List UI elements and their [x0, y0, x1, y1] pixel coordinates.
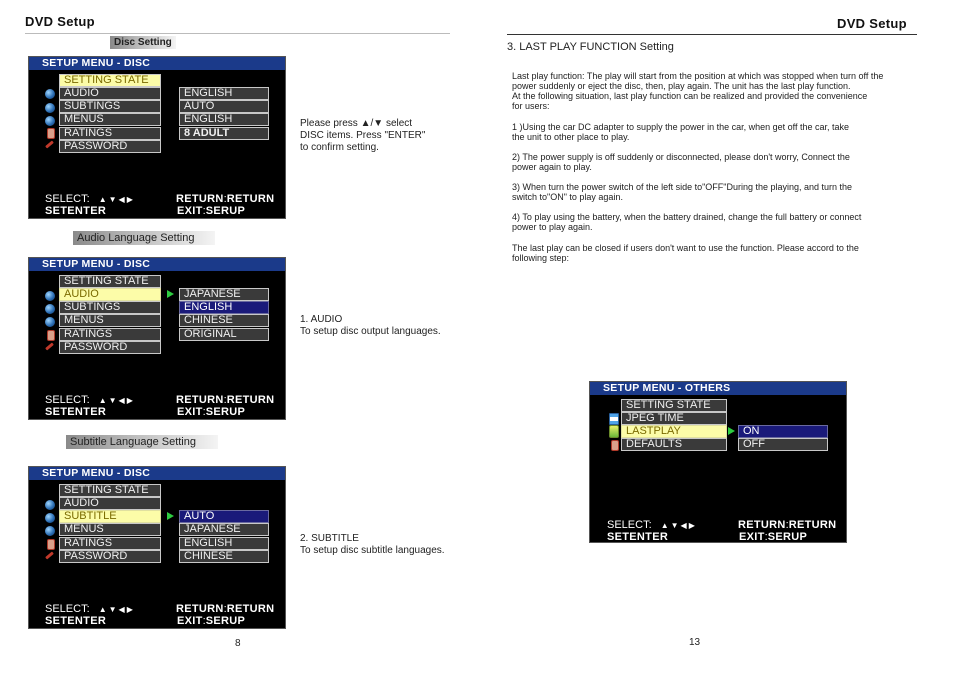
lock-icon	[47, 128, 55, 139]
arrow-keys-icon: ▲▼◀▶	[98, 195, 135, 204]
menu-item-audio[interactable]: AUDIO	[59, 288, 161, 301]
exit-key: EXIT	[739, 531, 765, 543]
lock-icon	[611, 440, 619, 451]
menu-value-original[interactable]: ORIGINAL	[179, 328, 269, 341]
menu-value-japanese[interactable]: JAPANESE	[179, 288, 269, 301]
desc-line: 1. AUDIO	[300, 314, 343, 325]
footer-setenter	[607, 531, 668, 543]
menu-title: SETUP MENU - DISC	[29, 258, 285, 271]
return-value: RETURN	[226, 394, 275, 406]
return-value: RETURN	[226, 193, 275, 205]
desc-line: To setup disc output languages.	[300, 326, 441, 337]
exit-value: SERUP	[205, 205, 246, 217]
menu-title: SETUP MENU - OTHERS	[590, 382, 846, 395]
last-play-paragraph-2	[512, 122, 849, 142]
menu-item-password[interactable]: PASSWORD	[59, 550, 161, 563]
key-icon	[45, 551, 54, 559]
menu-item-audio[interactable]: AUDIO	[59, 87, 161, 100]
menu-item-menus[interactable]: MENUS	[59, 314, 161, 327]
last-play-paragraph-4	[512, 182, 852, 202]
menu-value-japanese[interactable]: JAPANESE	[179, 523, 269, 536]
return-key: RETURN	[738, 519, 786, 531]
menu-value-english[interactable]: ENGLISH	[179, 537, 269, 550]
paragraph-line: power suddenly or eject the disc, then, play again. The unit has the last play function.	[512, 81, 851, 91]
menu-item-subtings[interactable]: SUBTINGS	[59, 301, 161, 314]
paragraph-line: power again to play.	[512, 162, 592, 172]
setup-menu-disc-panel-1	[28, 56, 286, 219]
globe-icon	[45, 291, 55, 301]
setup-menu-others-panel	[589, 381, 847, 543]
globe-icon	[45, 304, 55, 314]
footer-exit	[177, 406, 245, 418]
paragraph-line: 2) The power supply is off suddenly or disconnected, please don't worry, Connect the	[512, 152, 850, 162]
menu-item-setting-state[interactable]: SETTING STATE	[59, 74, 161, 87]
last-play-paragraph-6	[512, 243, 859, 263]
setup-menu-disc-panel-3	[28, 466, 286, 629]
arrow-keys-icon: ▲▼◀▶	[98, 605, 135, 614]
menu-title: SETUP MENU - DISC	[29, 57, 285, 70]
paragraph-line: switch to"ON" to play again.	[512, 192, 623, 202]
paragraph-line: the unit to other place to play.	[512, 132, 630, 142]
menu-item-jpeg-time[interactable]: JPEG TIME	[621, 412, 727, 425]
menu-item-setting-state[interactable]: SETTING STATE	[59, 484, 161, 497]
select-label: SELECT:	[45, 193, 90, 205]
globe-icon	[45, 500, 55, 510]
menu-item-menus[interactable]: MENUS	[59, 113, 161, 126]
menu-item-defaults[interactable]: DEFAULTS	[621, 438, 727, 451]
select-label: SELECT:	[45, 603, 90, 615]
menu-title: SETUP MENU - DISC	[29, 467, 285, 480]
footer-return	[176, 394, 274, 406]
exit-value: SERUP	[205, 615, 246, 627]
desc-line: 2. SUBTITLE	[300, 533, 359, 544]
desc-line: to confirm setting.	[300, 142, 379, 153]
setup-menu-disc-panel-2	[28, 257, 286, 420]
paragraph-line: for users:	[512, 101, 550, 111]
exit-value: SERUP	[767, 531, 808, 543]
menu-value-audio[interactable]: ENGLISH	[179, 87, 269, 100]
last-play-paragraph-5	[512, 212, 861, 232]
globe-icon	[45, 526, 55, 536]
left-header-rule	[25, 33, 450, 34]
right-page-number: 13	[689, 637, 701, 648]
last-play-paragraph-1	[512, 71, 883, 111]
footer-return	[176, 603, 274, 615]
pointer-arrow-icon	[167, 290, 174, 298]
globe-icon	[45, 317, 55, 327]
globe-icon	[45, 513, 55, 523]
left-page-number: 8	[235, 638, 241, 649]
footer-setenter	[45, 406, 106, 418]
audio-description	[300, 314, 441, 338]
globe-icon	[45, 89, 55, 99]
exit-key: EXIT	[177, 406, 203, 418]
paragraph-line: power to play again.	[512, 222, 593, 232]
menu-item-ratings[interactable]: RATINGS	[59, 328, 161, 341]
menu-item-subtings[interactable]: SUBTINGS	[59, 100, 161, 113]
menu-item-subtitle[interactable]: SUBTITLE	[59, 510, 161, 523]
arrow-keys-icon: ▲▼◀▶	[98, 396, 135, 405]
exit-sep: :	[202, 205, 206, 217]
return-sep: :	[223, 394, 227, 406]
key-icon	[45, 342, 54, 350]
menu-value-menus[interactable]: ENGLISH	[179, 113, 269, 126]
paragraph-line: 3) When turn the power switch of the left side to"OFF"During the playing, and turn the	[512, 182, 853, 192]
globe-icon	[45, 116, 55, 126]
paragraph-line: 4) To play using the battery, when the battery drained, change the full battery or connect	[512, 212, 862, 222]
setenter-label: SETENTER	[45, 205, 107, 217]
return-sep: :	[223, 193, 227, 205]
footer-exit	[177, 615, 245, 627]
right-header-rule	[507, 34, 917, 35]
menu-value-auto[interactable]: AUTO	[179, 510, 269, 523]
footer-setenter	[45, 615, 106, 627]
hourglass-icon	[609, 413, 619, 425]
arrow-keys-icon: ▲▼◀▶	[660, 521, 697, 530]
exit-sep: :	[202, 615, 206, 627]
exit-sep: :	[202, 406, 206, 418]
battery-icon	[609, 425, 619, 438]
menu-value-on[interactable]: ON	[738, 425, 828, 438]
footer-setenter	[45, 205, 106, 217]
footer-return	[738, 519, 836, 531]
menu-item-password[interactable]: PASSWORD	[59, 341, 161, 354]
menu-value-chinese[interactable]: CHINESE	[179, 550, 269, 563]
return-key: RETURN	[176, 193, 224, 205]
select-label: SELECT:	[45, 394, 90, 406]
key-icon	[45, 140, 54, 148]
setenter-label: SETENTER	[45, 615, 107, 627]
menu-value-english[interactable]: ENGLISH	[179, 301, 269, 314]
menu-item-password[interactable]: PASSWORD	[59, 140, 161, 153]
menu-item-ratings[interactable]: RATINGS	[59, 127, 161, 140]
desc-line: DISC items. Press "ENTER"	[300, 130, 426, 141]
footer-return	[176, 193, 274, 205]
return-sep: :	[785, 519, 789, 531]
footer-exit	[177, 205, 245, 217]
section-label-audio-language: Audio Language Setting	[73, 231, 215, 245]
select-label: SELECT:	[607, 519, 652, 531]
menu-value-chinese[interactable]: CHINESE	[179, 314, 269, 327]
paragraph-line: following step:	[512, 253, 570, 263]
section-label-disc-setting: Disc Setting	[110, 36, 176, 49]
desc-line: To setup disc subtitle languages.	[300, 545, 445, 556]
menu-item-lastplay[interactable]: LASTPLAY	[621, 425, 727, 438]
globe-icon	[45, 103, 55, 113]
footer-exit	[739, 531, 807, 543]
section-label-subtitle-language: Subtitle Language Setting	[66, 435, 218, 449]
disc-setting-description	[300, 118, 425, 154]
menu-value-subtitle[interactable]: AUTO	[179, 100, 269, 113]
menu-value-off[interactable]: OFF	[738, 438, 828, 451]
menu-item-setting-state[interactable]: SETTING STATE	[621, 399, 727, 412]
paragraph-line: Last play function: The play will start from the position at which was stopped when turn off the	[512, 71, 884, 81]
setenter-label: SETENTER	[45, 406, 107, 418]
paragraph-line: At the following situation, last play function can be realized and provided the convenience	[512, 91, 868, 101]
last-play-paragraph-3	[512, 152, 850, 172]
return-value: RETURN	[226, 603, 275, 615]
exit-key: EXIT	[177, 615, 203, 627]
exit-key: EXIT	[177, 205, 203, 217]
exit-value: SERUP	[205, 406, 246, 418]
lock-icon	[47, 539, 55, 550]
lock-icon	[47, 330, 55, 341]
menu-item-setting-state[interactable]: SETTING STATE	[59, 275, 161, 288]
pointer-arrow-icon	[167, 512, 174, 520]
menu-item-audio[interactable]: AUDIO	[59, 497, 161, 510]
desc-line: Please press ▲/▼ select	[300, 118, 413, 129]
exit-sep: :	[764, 531, 768, 543]
paragraph-line: The last play can be closed if users don't want to use the function. Please accord to the	[512, 243, 859, 253]
pointer-arrow-icon	[728, 427, 735, 435]
return-value: RETURN	[788, 519, 837, 531]
menu-item-menus[interactable]: MENUS	[59, 523, 161, 536]
subtitle-description	[300, 533, 445, 557]
menu-item-ratings[interactable]: RATINGS	[59, 537, 161, 550]
paragraph-line: 1 )Using the car DC adapter to supply the power in the car, when get off the car, take	[512, 122, 850, 132]
setenter-label: SETENTER	[607, 531, 669, 543]
return-key: RETURN	[176, 603, 224, 615]
return-key: RETURN	[176, 394, 224, 406]
menu-value-ratings[interactable]: 8 ADULT	[179, 127, 269, 140]
return-sep: :	[223, 603, 227, 615]
section-title: 3. LAST PLAY FUNCTION Setting	[507, 41, 674, 53]
left-page-header: DVD Setup	[25, 14, 95, 29]
right-page-header: DVD Setup	[837, 16, 907, 31]
